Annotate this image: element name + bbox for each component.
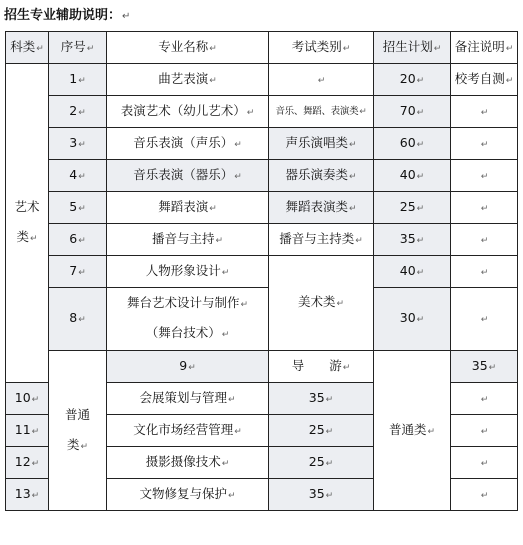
row-number: 1↵ — [49, 64, 107, 96]
row-number: 7↵ — [49, 256, 107, 288]
exam-category: 播音与主持类↵ — [269, 224, 374, 256]
header-cell: 序号↵ — [49, 32, 107, 64]
remark: ↵ — [451, 192, 518, 224]
remark: ↵ — [451, 96, 518, 128]
major-name: 舞蹈表演↵ — [107, 192, 269, 224]
remark: ↵ — [451, 479, 518, 511]
enrollment-plan: 35↵ — [374, 224, 451, 256]
enrollment-plan: 30↵ — [374, 288, 451, 351]
row-number: 8↵ — [49, 288, 107, 351]
exam-category: 美术类↵ — [269, 256, 374, 351]
header-cell: 招生计划↵ — [374, 32, 451, 64]
table-row — [6, 160, 518, 192]
exam-category: 声乐演唱类↵ — [269, 128, 374, 160]
table-row — [6, 128, 518, 160]
major-name: 播音与主持↵ — [107, 224, 269, 256]
row-number: 11↵ — [6, 415, 49, 447]
row-number: 10↵ — [6, 383, 49, 415]
table-row — [6, 256, 518, 288]
remark: ↵ — [451, 415, 518, 447]
remark: 校考自测↵ — [451, 64, 518, 96]
header-cell: 备注说明↵ — [451, 32, 518, 64]
table-row — [6, 192, 518, 224]
enrollment-plan: 25↵ — [269, 447, 374, 479]
header-cell: 考试类别↵ — [269, 32, 374, 64]
enrollment-plan: 40↵ — [374, 256, 451, 288]
table-row — [6, 351, 518, 383]
table-row — [6, 64, 518, 96]
enrollment-plan: 25↵ — [269, 415, 374, 447]
enrollment-plan: 20↵ — [374, 64, 451, 96]
major-name: 人物形象设计↵ — [107, 256, 269, 288]
header-cell: 专业名称↵ — [107, 32, 269, 64]
enrollment-plan: 35↵ — [269, 479, 374, 511]
exam-category: 舞蹈表演类↵ — [269, 192, 374, 224]
row-number: 12↵ — [6, 447, 49, 479]
remark: ↵ — [451, 256, 518, 288]
row-number: 4↵ — [49, 160, 107, 192]
paragraph-mark-icon: ↵ — [122, 11, 131, 22]
row-number: 13↵ — [6, 479, 49, 511]
row-number: 9↵ — [107, 351, 269, 383]
enrollment-plan: 25↵ — [374, 192, 451, 224]
major-name: 导 游↵ — [269, 351, 374, 383]
exam-category: 音乐、舞蹈、表演类↵ — [269, 96, 374, 128]
major-name: 会展策划与管理↵ — [107, 383, 269, 415]
major-name: 表演艺术（幼儿艺术）↵ — [107, 96, 269, 128]
enrollment-plan: 35↵ — [451, 351, 518, 383]
major-name: 舞台艺术设计与制作↵ （舞台技术）↵ — [107, 288, 269, 351]
category-cell-art: 艺术 类↵ — [6, 64, 49, 383]
table-row — [6, 96, 518, 128]
row-number: 6↵ — [49, 224, 107, 256]
remark: ↵ — [451, 383, 518, 415]
document-title — [4, 6, 130, 26]
remark: ↵ — [451, 128, 518, 160]
major-name: 文物修复与保护↵ — [107, 479, 269, 511]
remark: ↵ — [451, 447, 518, 479]
exam-category: ↵ — [269, 64, 374, 96]
enrollment-plan: 70↵ — [374, 96, 451, 128]
table-row — [6, 288, 518, 351]
major-name: 音乐表演（器乐）↵ — [107, 160, 269, 192]
header-cell: 科类↵ — [6, 32, 49, 64]
exam-category: 普通类↵ — [374, 351, 451, 511]
exam-category: 器乐演奏类↵ — [269, 160, 374, 192]
remark: ↵ — [451, 288, 518, 351]
title-text: 招生专业辅助说明： — [4, 8, 122, 23]
remark: ↵ — [451, 224, 518, 256]
major-name: 音乐表演（声乐）↵ — [107, 128, 269, 160]
enrollment-table — [5, 31, 518, 511]
enrollment-plan: 35↵ — [269, 383, 374, 415]
row-number: 3↵ — [49, 128, 107, 160]
major-name: 曲艺表演↵ — [107, 64, 269, 96]
table-header-row — [6, 32, 518, 64]
enrollment-plan: 60↵ — [374, 128, 451, 160]
row-number: 5↵ — [49, 192, 107, 224]
remark: ↵ — [451, 160, 518, 192]
major-name: 文化市场经营管理↵ — [107, 415, 269, 447]
row-number: 2↵ — [49, 96, 107, 128]
table-row — [6, 224, 518, 256]
category-cell-general: 普通 类↵ — [49, 351, 107, 511]
enrollment-plan: 40↵ — [374, 160, 451, 192]
major-name: 摄影摄像技术↵ — [107, 447, 269, 479]
